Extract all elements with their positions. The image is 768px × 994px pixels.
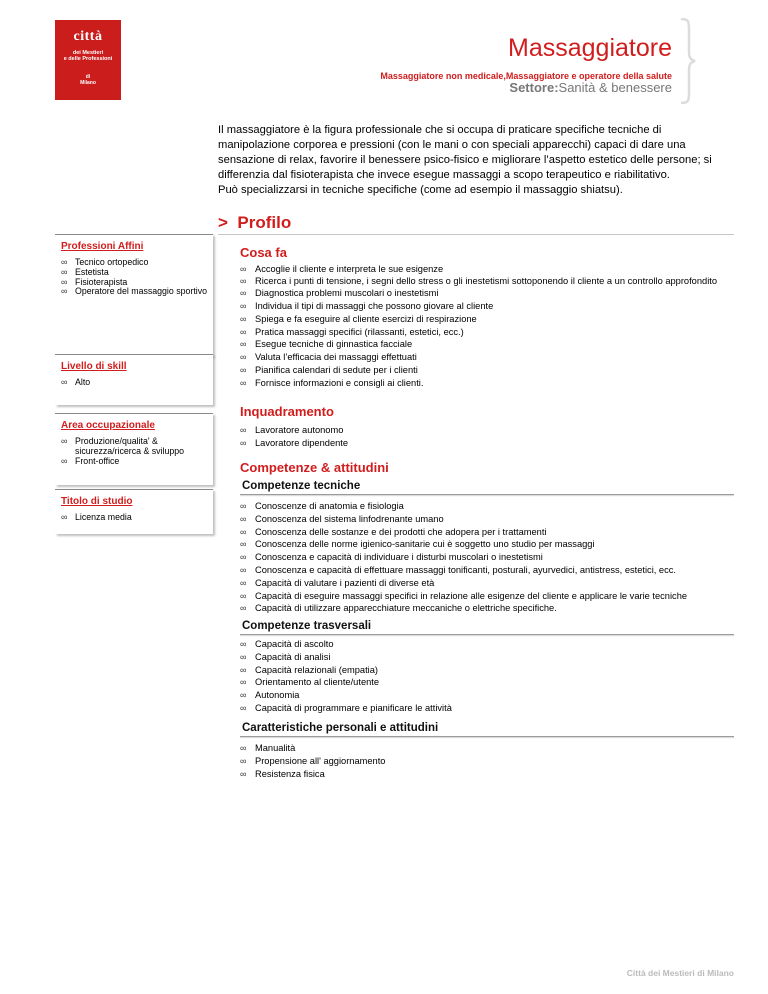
- list-item-text: Tecnico ortopedico: [75, 257, 149, 267]
- list-item-text: Resistenza fisica: [255, 768, 325, 779]
- list-item: [240, 300, 730, 313]
- list-item: [240, 351, 730, 364]
- infinity-bullet-icon: ∞: [240, 513, 247, 524]
- section-heading-inquadramento: Inquadramento: [240, 404, 334, 419]
- sidebar-box-title: Area occupazionale: [61, 420, 155, 431]
- sidebar-box-title: Livello di skill: [61, 361, 127, 372]
- logo-subtitle-line1: dei Mestieri: [72, 50, 104, 56]
- intro-text: [218, 123, 724, 198]
- list-item-text: Individua il tipi di massaggi che possono giovare al cliente: [255, 301, 494, 312]
- settore-label: Settore:: [509, 80, 559, 95]
- list-item-text: Fornisce informazioni e consigli ai clienti.: [255, 377, 424, 388]
- list-item-text: Licenza media: [75, 512, 132, 522]
- list-item-text: Autonomia: [255, 690, 300, 701]
- list-item: [240, 768, 730, 781]
- infinity-bullet-icon: ∞: [240, 651, 247, 662]
- list-item: [240, 538, 730, 551]
- competenze-trasversali-list: [240, 638, 730, 715]
- list-item: [240, 364, 730, 377]
- infinity-bullet-icon: ∞: [240, 539, 247, 550]
- list-item: [61, 378, 209, 388]
- list-item: [240, 326, 730, 339]
- arrow-icon: >: [218, 213, 228, 232]
- list-item-text: Conoscenze di anatomia e fisiologia: [255, 501, 404, 511]
- list-item: [240, 742, 730, 755]
- infinity-bullet-icon: ∞: [61, 377, 68, 387]
- list-item: [240, 526, 730, 539]
- list-item-text: Accoglie il cliente e interpreta le sue esigenze: [255, 264, 444, 274]
- sidebar-box-titolo-studio: [55, 489, 213, 534]
- list-item-text: Valuta l’efficacia dei massaggi effettuati: [255, 352, 417, 363]
- infinity-bullet-icon: ∞: [61, 286, 68, 297]
- list-item-text: Capacità di analisi: [255, 651, 331, 662]
- divider: [240, 634, 734, 635]
- list-item-text: Esegue tecniche di ginnastica facciale: [255, 339, 413, 350]
- list-item: [240, 424, 730, 437]
- list-item: [240, 500, 730, 513]
- infinity-bullet-icon: ∞: [61, 266, 68, 277]
- infinity-bullet-icon: ∞: [240, 564, 247, 575]
- list-item: [240, 377, 730, 390]
- infinity-bullet-icon: ∞: [240, 301, 247, 312]
- intro-line: sensazione di relax, favorire il benessere psico-fisico e migliorare l’aspetto estetico delle persone; si: [218, 154, 712, 166]
- list-item: [240, 577, 730, 590]
- list-item: [240, 702, 730, 715]
- competenze-tecniche-list: [240, 500, 730, 615]
- list-item-text: Conoscenza delle norme igienico-sanitarie cui è soggetto uno studio per massaggi: [255, 539, 595, 550]
- list-item-text: Fisioterapista: [75, 276, 128, 287]
- list-item: [240, 338, 730, 351]
- list-item-text: Capacità di ascolto: [255, 639, 334, 649]
- infinity-bullet-icon: ∞: [240, 425, 247, 435]
- list-item: [240, 689, 730, 702]
- list-item: [240, 437, 730, 450]
- infinity-bullet-icon: ∞: [240, 313, 247, 324]
- list-item-text: Operatore del massaggio sportivo: [75, 286, 208, 297]
- infinity-bullet-icon: ∞: [240, 275, 247, 286]
- divider: [240, 736, 734, 737]
- divider: [218, 234, 734, 235]
- list-item-text: Conoscenza e capacità di effettuare massaggi tonificanti, posturali, ayurvedici, antistress, estetici, ecc.: [255, 564, 676, 575]
- infinity-bullet-icon: ∞: [61, 512, 68, 522]
- list-item: [240, 263, 730, 276]
- list-item-text: Alto: [75, 377, 91, 387]
- cosa-fa-list: [240, 263, 730, 390]
- infinity-bullet-icon: ∞: [240, 590, 247, 601]
- list-item-text: Estetista: [75, 266, 109, 277]
- infinity-bullet-icon: ∞: [240, 326, 247, 337]
- list-item: [240, 564, 730, 577]
- list-item-text: Diagnostica problemi muscolari o inestetismi: [255, 288, 439, 299]
- logo-subtitle-line2: e delle Professioni: [63, 56, 113, 62]
- sidebar-box-professioni-affini: [55, 234, 213, 356]
- list-item-text: Propensione all' aggiornamento: [255, 755, 386, 766]
- logo-title: città: [73, 29, 103, 44]
- intro-line: Il massaggiatore è la figura professionale che si occupa di praticare specifiche tecniche di: [218, 124, 662, 136]
- infinity-bullet-icon: ∞: [240, 339, 247, 350]
- list-item: [240, 313, 730, 326]
- profilo-title: Profilo: [237, 213, 292, 232]
- sidebar-box-title: Titolo di studio: [61, 496, 133, 507]
- infinity-bullet-icon: ∞: [240, 677, 247, 688]
- sidebar-box-livello-skill: [55, 354, 213, 405]
- list-item: [61, 457, 209, 467]
- infinity-bullet-icon: ∞: [240, 702, 247, 713]
- infinity-bullet-icon: ∞: [240, 526, 247, 537]
- list-item: [240, 651, 730, 664]
- infinity-bullet-icon: ∞: [240, 377, 247, 388]
- infinity-bullet-icon: ∞: [240, 690, 247, 701]
- subsection-heading-caratteristiche: Caratteristiche personali e attitudini: [242, 722, 439, 734]
- infinity-bullet-icon: ∞: [240, 743, 247, 753]
- infinity-bullet-icon: ∞: [240, 437, 247, 448]
- divider: [240, 494, 734, 495]
- list-item: [240, 287, 730, 300]
- logo-city-prefix: di: [85, 74, 91, 80]
- list-item: [240, 664, 730, 677]
- list-item-text: Capacità di valutare i pazienti di diverse età: [255, 577, 435, 588]
- list-item: [61, 513, 209, 523]
- list-item: [61, 287, 209, 297]
- infinity-bullet-icon: ∞: [240, 365, 247, 376]
- infinity-bullet-icon: ∞: [240, 264, 247, 274]
- list-item-text: Capacità di eseguire massaggi specifici in relazione alle esigenze del cliente e applicare le varie tecniche: [255, 590, 688, 601]
- list-item-text: Lavoratore dipendente: [255, 437, 349, 448]
- sidebar-list: [61, 258, 209, 297]
- subsection-heading-tecniche: Competenze tecniche: [242, 480, 361, 492]
- sidebar-box-title: Professioni Affini: [61, 241, 144, 252]
- sidebar-box-area-occupazionale: [55, 413, 213, 485]
- settore-value: Sanità & benessere: [558, 80, 672, 95]
- section-heading-cosa-fa: Cosa fa: [240, 245, 287, 260]
- logo-city-name: Milano: [80, 80, 96, 86]
- logo-subtitle: [55, 50, 121, 62]
- infinity-bullet-icon: ∞: [240, 288, 247, 299]
- list-item-text: Spiega e fa eseguire al cliente esercizi di respirazione: [255, 313, 477, 324]
- sidebar-list: [61, 437, 209, 466]
- infinity-bullet-icon: ∞: [240, 603, 247, 614]
- infinity-bullet-icon: ∞: [240, 577, 247, 588]
- list-item: [240, 755, 730, 768]
- sidebar-list: [61, 378, 209, 388]
- list-item-text: Conoscenza del sistema linfodrenante umano: [255, 513, 444, 524]
- list-item-text: Lavoratore autonomo: [255, 425, 344, 435]
- intro-line: differenzia dal fisioterapista che invece esegue massaggi a scopo terapeutico e riabilitativo.: [218, 169, 670, 181]
- list-item-text: Capacità relazionali (empatia): [255, 664, 378, 675]
- logo-city: [55, 74, 121, 86]
- section-heading-competenze: Competenze & attitudini: [240, 460, 389, 475]
- list-item: [240, 276, 730, 288]
- infinity-bullet-icon: ∞: [61, 257, 68, 267]
- infinity-bullet-icon: ∞: [240, 768, 247, 779]
- list-item: [240, 676, 730, 689]
- list-item-text: Capacità di programmare e pianificare le attività: [255, 702, 452, 713]
- subsection-heading-trasversali: Competenze trasversali: [242, 620, 372, 632]
- page-title: Massaggiatore: [508, 34, 672, 62]
- list-item-text: Pratica massaggi specifici (rilassanti, estetici, ecc.): [255, 326, 464, 337]
- list-item-text: Produzione/qualita' & sicurezza/ricerca & sviluppo: [75, 436, 185, 456]
- list-item-text: Orientamento al cliente/utente: [255, 677, 380, 688]
- footer-text: Città dei Mestieri di Milano: [626, 968, 734, 978]
- list-item-text: Conoscenza delle sostanze e dei prodotti che adopera per i trattamenti: [255, 526, 547, 537]
- list-item: [240, 551, 730, 564]
- infinity-bullet-icon: ∞: [240, 352, 247, 363]
- infinity-bullet-icon: ∞: [240, 501, 247, 511]
- infinity-bullet-icon: ∞: [61, 276, 68, 287]
- infinity-bullet-icon: ∞: [240, 552, 247, 563]
- section-heading-profilo: [218, 213, 291, 233]
- list-item: [240, 602, 730, 615]
- list-item: [240, 590, 730, 603]
- infinity-bullet-icon: ∞: [240, 755, 247, 766]
- list-item: [240, 638, 730, 651]
- infinity-bullet-icon: ∞: [240, 639, 247, 649]
- sidebar-list: [61, 513, 209, 523]
- list-item: [240, 513, 730, 526]
- curly-brace-icon: [680, 18, 696, 104]
- infinity-bullet-icon: ∞: [61, 455, 68, 466]
- page-subtitle: Massaggiatore non medicale,Massaggiatore e operatore della salute: [380, 71, 672, 81]
- list-item-text: Conoscenza e capacità di individuare i disturbi muscolari o inestetismi: [255, 552, 543, 563]
- intro-line: manipolazione corporea e pressioni (con le mani o con speciali apparecchi) capaci di dare una: [218, 139, 686, 151]
- list-item-text: Manualità: [255, 743, 296, 753]
- list-item-text: Front-office: [75, 455, 120, 466]
- logo: [55, 20, 121, 100]
- infinity-bullet-icon: ∞: [240, 664, 247, 675]
- settore-line: [509, 80, 672, 95]
- inquadramento-list: [240, 424, 730, 450]
- infinity-bullet-icon: ∞: [61, 436, 68, 446]
- list-item: [61, 437, 209, 457]
- list-item-text: Ricerca i punti di tensione, i segni dello stress o gli inestetismi sottoponendo il cliente a un controllo approfondito: [255, 275, 718, 286]
- intro-line: Può specializzarsi in tecniche specifiche (come ad esempio il massaggio shiatsu).: [218, 184, 623, 196]
- list-item-text: Capacità di utilizzare apparecchiature meccaniche o elettriche specifiche.: [255, 603, 557, 614]
- list-item-text: Pianifica calendari di sedute per i clienti: [255, 365, 418, 376]
- caratteristiche-list: [240, 742, 730, 780]
